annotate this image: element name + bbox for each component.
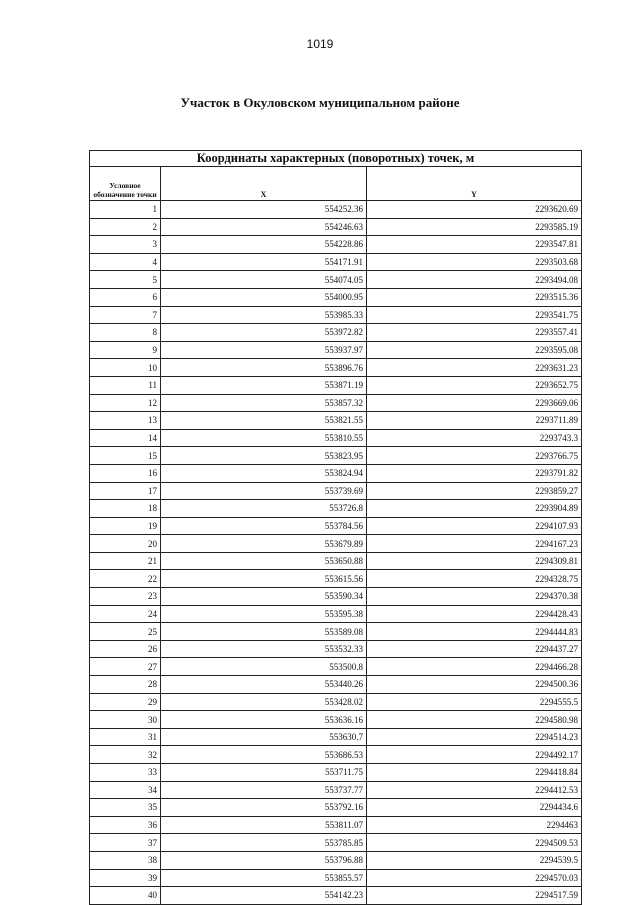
x-coordinate-cell: 553589.08 — [161, 623, 367, 641]
point-number-cell: 31 — [90, 728, 161, 746]
page-number: 1019 — [306, 37, 334, 51]
y-coordinate-cell: 2294517.59 — [367, 887, 582, 905]
point-number-cell: 2 — [90, 218, 161, 236]
y-coordinate-cell: 2293494.08 — [367, 271, 582, 289]
table-row — [90, 781, 582, 799]
x-coordinate-cell: 553711.75 — [161, 764, 367, 782]
point-number-cell: 26 — [90, 640, 161, 658]
point-number-cell: 28 — [90, 676, 161, 694]
x-coordinate-cell: 553440.26 — [161, 676, 367, 694]
table-row — [90, 324, 582, 342]
point-number-cell: 14 — [90, 429, 161, 447]
point-number-cell: 1 — [90, 201, 161, 219]
y-coordinate-cell: 2293766.75 — [367, 447, 582, 465]
y-coordinate-cell: 2294328.75 — [367, 570, 582, 588]
x-coordinate-cell: 553615.56 — [161, 570, 367, 588]
table-row — [90, 746, 582, 764]
table-row — [90, 500, 582, 518]
table-row — [90, 535, 582, 553]
x-coordinate-cell: 553630.7 — [161, 728, 367, 746]
point-number-cell: 30 — [90, 711, 161, 729]
y-coordinate-cell: 2294555.5 — [367, 693, 582, 711]
y-coordinate-cell: 2293541.75 — [367, 306, 582, 324]
x-coordinate-cell: 554252.36 — [161, 201, 367, 219]
y-coordinate-cell: 2294514.23 — [367, 728, 582, 746]
x-coordinate-cell: 553679.89 — [161, 535, 367, 553]
table-row — [90, 816, 582, 834]
point-number-cell: 33 — [90, 764, 161, 782]
point-number-cell: 17 — [90, 482, 161, 500]
point-number-cell: 6 — [90, 288, 161, 306]
y-coordinate-cell: 2294309.81 — [367, 552, 582, 570]
y-coordinate-cell: 2294412.53 — [367, 781, 582, 799]
table-row — [90, 711, 582, 729]
table-row — [90, 464, 582, 482]
table-row — [90, 253, 582, 271]
table-row — [90, 359, 582, 377]
point-number-cell: 16 — [90, 464, 161, 482]
y-coordinate-cell: 2294463 — [367, 816, 582, 834]
y-coordinate-cell: 2294437.27 — [367, 640, 582, 658]
table-row — [90, 764, 582, 782]
point-number-cell: 19 — [90, 517, 161, 535]
x-coordinate-cell: 553811.07 — [161, 816, 367, 834]
y-coordinate-cell: 2294539.5 — [367, 851, 582, 869]
y-coordinate-cell: 2294466.28 — [367, 658, 582, 676]
table-row — [90, 887, 582, 905]
x-coordinate-cell: 553972.82 — [161, 324, 367, 342]
y-coordinate-cell: 2293547.81 — [367, 236, 582, 254]
x-coordinate-cell: 553896.76 — [161, 359, 367, 377]
x-coordinate-cell: 553726.8 — [161, 500, 367, 518]
x-coordinate-cell: 553739.69 — [161, 482, 367, 500]
y-coordinate-cell: 2293669.06 — [367, 394, 582, 412]
y-coordinate-cell: 2293711.89 — [367, 412, 582, 430]
column-header-y: Y — [367, 167, 582, 201]
table-row — [90, 851, 582, 869]
y-coordinate-cell: 2294370.38 — [367, 588, 582, 606]
column-header-point: Условное обозначение точки — [90, 167, 161, 201]
x-coordinate-cell: 553532.33 — [161, 640, 367, 658]
table-row — [90, 640, 582, 658]
y-coordinate-cell: 2294500.36 — [367, 676, 582, 694]
x-coordinate-cell: 553590.34 — [161, 588, 367, 606]
x-coordinate-cell: 553823.95 — [161, 447, 367, 465]
table-row — [90, 482, 582, 500]
x-coordinate-cell: 553785.85 — [161, 834, 367, 852]
table-row — [90, 728, 582, 746]
y-coordinate-cell: 2294418.84 — [367, 764, 582, 782]
table-row — [90, 676, 582, 694]
x-coordinate-cell: 553855.57 — [161, 869, 367, 887]
point-number-cell: 39 — [90, 869, 161, 887]
point-number-cell: 38 — [90, 851, 161, 869]
column-header-x: X — [161, 167, 367, 201]
table-row — [90, 271, 582, 289]
table-row — [90, 288, 582, 306]
table-row — [90, 429, 582, 447]
x-coordinate-cell: 554074.05 — [161, 271, 367, 289]
y-coordinate-cell: 2294580.98 — [367, 711, 582, 729]
table-row — [90, 201, 582, 219]
table-row — [90, 623, 582, 641]
table-row — [90, 412, 582, 430]
point-number-cell: 3 — [90, 236, 161, 254]
x-coordinate-cell: 553784.56 — [161, 517, 367, 535]
x-coordinate-cell: 553937.97 — [161, 341, 367, 359]
point-number-cell: 24 — [90, 605, 161, 623]
y-coordinate-cell: 2294570.03 — [367, 869, 582, 887]
point-number-cell: 11 — [90, 376, 161, 394]
table-body — [90, 201, 582, 905]
point-number-cell: 20 — [90, 535, 161, 553]
point-number-cell: 7 — [90, 306, 161, 324]
y-coordinate-cell: 2293515.36 — [367, 288, 582, 306]
table-row — [90, 658, 582, 676]
table-caption: Координаты характерных (поворотных) точек, м — [90, 151, 582, 167]
table-row — [90, 394, 582, 412]
y-coordinate-cell: 2293585.19 — [367, 218, 582, 236]
table-row — [90, 869, 582, 887]
point-number-cell: 34 — [90, 781, 161, 799]
point-number-cell: 36 — [90, 816, 161, 834]
y-coordinate-cell: 2293595.08 — [367, 341, 582, 359]
x-coordinate-cell: 553500.8 — [161, 658, 367, 676]
y-coordinate-cell: 2293859.27 — [367, 482, 582, 500]
point-number-cell: 4 — [90, 253, 161, 271]
coordinates-table — [89, 150, 582, 905]
table-row — [90, 341, 582, 359]
point-number-cell: 15 — [90, 447, 161, 465]
table-row — [90, 218, 582, 236]
point-number-cell: 25 — [90, 623, 161, 641]
x-coordinate-cell: 553985.33 — [161, 306, 367, 324]
point-number-cell: 18 — [90, 500, 161, 518]
x-coordinate-cell: 553686.53 — [161, 746, 367, 764]
table-row — [90, 552, 582, 570]
x-coordinate-cell: 553792.16 — [161, 799, 367, 817]
x-coordinate-cell: 553595.38 — [161, 605, 367, 623]
y-coordinate-cell: 2293557.41 — [367, 324, 582, 342]
x-coordinate-cell: 554000.95 — [161, 288, 367, 306]
point-number-cell: 40 — [90, 887, 161, 905]
x-coordinate-cell: 554228.86 — [161, 236, 367, 254]
point-number-cell: 10 — [90, 359, 161, 377]
table-row — [90, 588, 582, 606]
y-coordinate-cell: 2293503.68 — [367, 253, 582, 271]
x-coordinate-cell: 553810.55 — [161, 429, 367, 447]
table-row — [90, 447, 582, 465]
y-coordinate-cell: 2293652.75 — [367, 376, 582, 394]
x-coordinate-cell: 553737.77 — [161, 781, 367, 799]
y-coordinate-cell: 2294492.17 — [367, 746, 582, 764]
x-coordinate-cell: 554171.91 — [161, 253, 367, 271]
document-title: Участок в Окуловском муниципальном районе — [180, 95, 460, 110]
point-number-cell: 8 — [90, 324, 161, 342]
y-coordinate-cell: 2293791.82 — [367, 464, 582, 482]
point-number-cell: 21 — [90, 552, 161, 570]
point-number-cell: 12 — [90, 394, 161, 412]
point-number-cell: 5 — [90, 271, 161, 289]
point-number-cell: 27 — [90, 658, 161, 676]
x-coordinate-cell: 553650.88 — [161, 552, 367, 570]
y-coordinate-cell: 2293743.3 — [367, 429, 582, 447]
point-number-cell: 37 — [90, 834, 161, 852]
table-row — [90, 517, 582, 535]
x-coordinate-cell: 553857.32 — [161, 394, 367, 412]
x-coordinate-cell: 554142.23 — [161, 887, 367, 905]
x-coordinate-cell: 554246.63 — [161, 218, 367, 236]
table-row — [90, 306, 582, 324]
y-coordinate-cell: 2293631.23 — [367, 359, 582, 377]
table-row — [90, 799, 582, 817]
y-coordinate-cell: 2293904.89 — [367, 500, 582, 518]
y-coordinate-cell: 2294444.83 — [367, 623, 582, 641]
point-number-cell: 32 — [90, 746, 161, 764]
y-coordinate-cell: 2294167.23 — [367, 535, 582, 553]
x-coordinate-cell: 553796.88 — [161, 851, 367, 869]
table-row — [90, 605, 582, 623]
point-number-cell: 9 — [90, 341, 161, 359]
point-number-cell: 29 — [90, 693, 161, 711]
table-row — [90, 376, 582, 394]
y-coordinate-cell: 2293620.69 — [367, 201, 582, 219]
x-coordinate-cell: 553428.02 — [161, 693, 367, 711]
point-number-cell: 22 — [90, 570, 161, 588]
point-number-cell: 23 — [90, 588, 161, 606]
y-coordinate-cell: 2294428.43 — [367, 605, 582, 623]
table-row — [90, 236, 582, 254]
x-coordinate-cell: 553871.19 — [161, 376, 367, 394]
y-coordinate-cell: 2294434.6 — [367, 799, 582, 817]
table-row — [90, 834, 582, 852]
point-number-cell: 13 — [90, 412, 161, 430]
y-coordinate-cell: 2294509.53 — [367, 834, 582, 852]
table-row — [90, 693, 582, 711]
point-number-cell: 35 — [90, 799, 161, 817]
x-coordinate-cell: 553636.16 — [161, 711, 367, 729]
y-coordinate-cell: 2294107.93 — [367, 517, 582, 535]
x-coordinate-cell: 553824.94 — [161, 464, 367, 482]
table-row — [90, 570, 582, 588]
x-coordinate-cell: 553821.55 — [161, 412, 367, 430]
